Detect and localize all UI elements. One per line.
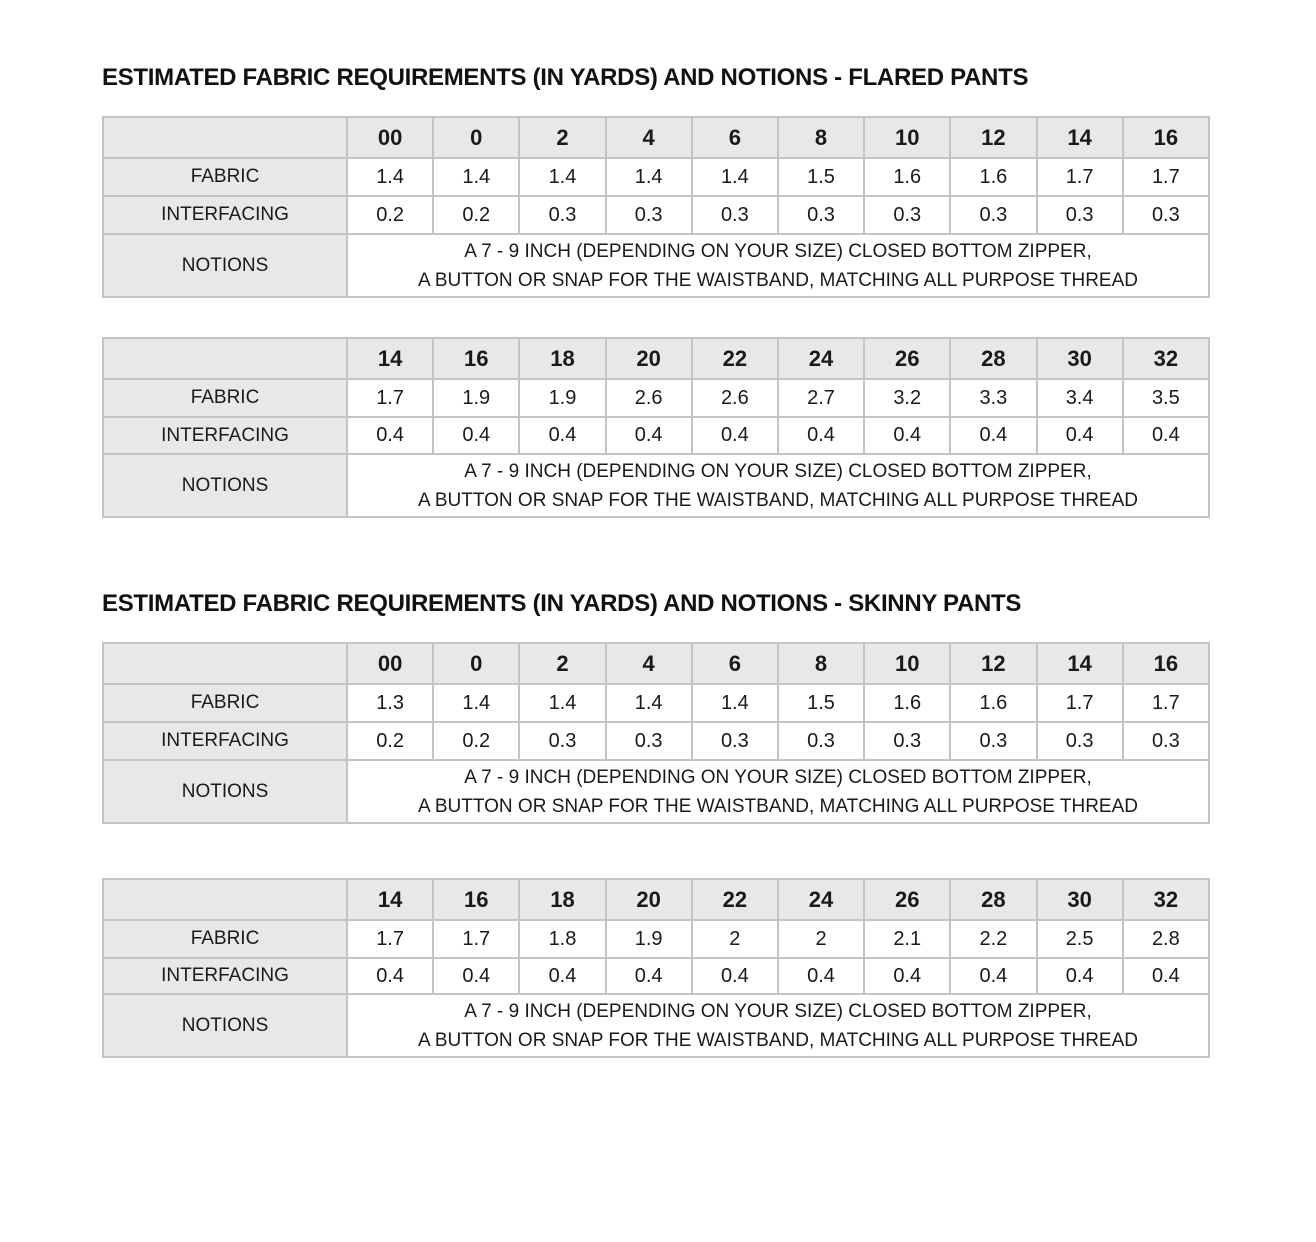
- size-header-cell: 28: [950, 338, 1036, 379]
- interfacing-cell: 0.4: [519, 958, 605, 994]
- interfacing-cell: 0.4: [950, 958, 1036, 994]
- fabric-cell: 2.7: [778, 379, 864, 417]
- interfacing-cell: 0.3: [1037, 196, 1123, 234]
- interfacing-cell: 0.3: [519, 722, 605, 760]
- size-header-cell: 32: [1123, 879, 1209, 920]
- fabric-cell: 1.4: [606, 684, 692, 722]
- fabric-label: FABRIC: [103, 684, 347, 722]
- interfacing-cell: 0.3: [1123, 196, 1209, 234]
- size-header-cell: 14: [347, 338, 433, 379]
- fabric-cell: 2.6: [692, 379, 778, 417]
- fabric-cell: 1.5: [778, 684, 864, 722]
- interfacing-cell: 0.2: [433, 722, 519, 760]
- fabric-cell: 1.5: [778, 158, 864, 196]
- size-header-cell: 18: [519, 879, 605, 920]
- fabric-cell: 1.4: [519, 684, 605, 722]
- size-header-cell: 30: [1037, 879, 1123, 920]
- interfacing-row: [103, 417, 1209, 454]
- interfacing-cell: 0.4: [692, 417, 778, 454]
- interfacing-cell: 0.4: [1123, 958, 1209, 994]
- fabric-cell: 1.9: [519, 379, 605, 417]
- size-header-row: [103, 338, 1209, 379]
- size-header-cell: 00: [347, 643, 433, 684]
- fabric-cell: 3.3: [950, 379, 1036, 417]
- size-header-cell: 6: [692, 643, 778, 684]
- fabric-cell: 1.6: [950, 684, 1036, 722]
- header-empty-cell: [103, 643, 347, 684]
- fabric-cell: 3.4: [1037, 379, 1123, 417]
- interfacing-cell: 0.3: [606, 722, 692, 760]
- interfacing-cell: 0.3: [778, 196, 864, 234]
- skinny-pants-title: ESTIMATED FABRIC REQUIREMENTS (IN YARDS) AND NOTIONS - SKINNY PANTS: [102, 590, 1022, 617]
- fabric-cell: 1.7: [1123, 158, 1209, 196]
- interfacing-cell: 0.4: [692, 958, 778, 994]
- size-header-cell: 22: [692, 338, 778, 379]
- size-header-cell: 24: [778, 338, 864, 379]
- interfacing-row: [103, 958, 1209, 994]
- fabric-cell: 1.4: [606, 158, 692, 196]
- notions-line: A 7 - 9 INCH (DEPENDING ON YOUR SIZE) CLOSED BOTTOM ZIPPER,: [464, 766, 1092, 788]
- size-header-cell: 0: [433, 643, 519, 684]
- notions-label: NOTIONS: [103, 234, 347, 297]
- size-header-cell: 0: [433, 117, 519, 158]
- interfacing-row: [103, 722, 1209, 760]
- interfacing-cell: 0.4: [347, 958, 433, 994]
- size-header-cell: 16: [433, 338, 519, 379]
- size-header-cell: 16: [433, 879, 519, 920]
- fabric-cell: 2.5: [1037, 920, 1123, 958]
- size-header-cell: 30: [1037, 338, 1123, 379]
- size-header-cell: 2: [519, 117, 605, 158]
- interfacing-cell: 0.4: [606, 417, 692, 454]
- size-header-cell: 4: [606, 117, 692, 158]
- interfacing-cell: 0.3: [950, 722, 1036, 760]
- fabric-cell: 1.7: [347, 379, 433, 417]
- header-empty-cell: [103, 879, 347, 920]
- fabric-cell: 1.8: [519, 920, 605, 958]
- fabric-cell: 3.2: [864, 379, 950, 417]
- size-header-cell: 8: [778, 117, 864, 158]
- flared-pants-table-2: [102, 337, 1210, 518]
- size-header-cell: 2: [519, 643, 605, 684]
- fabric-cell: 3.5: [1123, 379, 1209, 417]
- interfacing-cell: 0.3: [778, 722, 864, 760]
- notions-line: A BUTTON OR SNAP FOR THE WAISTBAND, MATCHING ALL PURPOSE THREAD: [417, 269, 1138, 291]
- interfacing-cell: 0.4: [1037, 958, 1123, 994]
- header-empty-cell: [103, 338, 347, 379]
- notions-row: [103, 234, 1209, 297]
- size-header-cell: 16: [1123, 643, 1209, 684]
- fabric-cell: 1.4: [347, 158, 433, 196]
- interfacing-cell: 0.3: [950, 196, 1036, 234]
- fabric-cell: 1.7: [433, 920, 519, 958]
- notions-line: A 7 - 9 INCH (DEPENDING ON YOUR SIZE) CLOSED BOTTOM ZIPPER,: [464, 460, 1092, 482]
- interfacing-row: [103, 196, 1209, 234]
- fabric-cell: 1.4: [692, 158, 778, 196]
- interfacing-cell: 0.4: [864, 417, 950, 454]
- fabric-cell: 2.6: [606, 379, 692, 417]
- notions-line: A 7 - 9 INCH (DEPENDING ON YOUR SIZE) CLOSED BOTTOM ZIPPER,: [464, 240, 1092, 262]
- interfacing-cell: 0.3: [864, 196, 950, 234]
- notions-line: A BUTTON OR SNAP FOR THE WAISTBAND, MATCHING ALL PURPOSE THREAD: [417, 795, 1138, 817]
- fabric-cell: 1.7: [347, 920, 433, 958]
- size-header-cell: 14: [1037, 643, 1123, 684]
- fabric-row: [103, 158, 1209, 196]
- size-header-cell: 20: [606, 879, 692, 920]
- size-header-cell: 00: [347, 117, 433, 158]
- fabric-label: FABRIC: [103, 158, 347, 196]
- fabric-cell: 2.8: [1123, 920, 1209, 958]
- interfacing-cell: 0.3: [606, 196, 692, 234]
- interfacing-cell: 0.4: [606, 958, 692, 994]
- interfacing-cell: 0.4: [778, 958, 864, 994]
- fabric-cell: 1.4: [433, 158, 519, 196]
- size-header-cell: 26: [864, 879, 950, 920]
- size-header-cell: 12: [950, 643, 1036, 684]
- fabric-cell: 1.4: [433, 684, 519, 722]
- fabric-cell: 1.4: [692, 684, 778, 722]
- fabric-cell: 2: [692, 920, 778, 958]
- interfacing-cell: 0.3: [864, 722, 950, 760]
- interfacing-cell: 0.4: [950, 417, 1036, 454]
- fabric-cell: 1.6: [864, 684, 950, 722]
- fabric-row: [103, 684, 1209, 722]
- interfacing-label: INTERFACING: [103, 196, 347, 234]
- size-header-row: [103, 117, 1209, 158]
- interfacing-cell: 0.3: [1123, 722, 1209, 760]
- interfacing-cell: 0.2: [347, 196, 433, 234]
- size-header-cell: 14: [347, 879, 433, 920]
- fabric-row: [103, 379, 1209, 417]
- skinny-pants-table-2: [102, 878, 1210, 1058]
- interfacing-cell: 0.2: [347, 722, 433, 760]
- notions-label: NOTIONS: [103, 760, 347, 823]
- size-header-cell: 18: [519, 338, 605, 379]
- notions-row: [103, 994, 1209, 1057]
- notions-label: NOTIONS: [103, 454, 347, 517]
- fabric-label: FABRIC: [103, 920, 347, 958]
- fabric-label: FABRIC: [103, 379, 347, 417]
- notions-line: A BUTTON OR SNAP FOR THE WAISTBAND, MATCHING ALL PURPOSE THREAD: [417, 489, 1138, 511]
- interfacing-cell: 0.4: [519, 417, 605, 454]
- interfacing-cell: 0.3: [1037, 722, 1123, 760]
- fabric-cell: 1.6: [950, 158, 1036, 196]
- interfacing-cell: 0.4: [433, 958, 519, 994]
- interfacing-cell: 0.3: [692, 722, 778, 760]
- notions-row: [103, 454, 1209, 517]
- size-header-cell: 10: [864, 117, 950, 158]
- flared-pants-title: ESTIMATED FABRIC REQUIREMENTS (IN YARDS) AND NOTIONS - FLARED PANTS: [102, 64, 1029, 91]
- size-header-row: [103, 879, 1209, 920]
- fabric-row: [103, 920, 1209, 958]
- fabric-cell: 1.7: [1123, 684, 1209, 722]
- notions-label: NOTIONS: [103, 994, 347, 1057]
- skinny-pants-table-1: [102, 642, 1210, 824]
- fabric-cell: 1.9: [606, 920, 692, 958]
- fabric-cell: 1.4: [519, 158, 605, 196]
- size-header-cell: 32: [1123, 338, 1209, 379]
- size-header-cell: 4: [606, 643, 692, 684]
- size-header-cell: 12: [950, 117, 1036, 158]
- fabric-cell: 1.9: [433, 379, 519, 417]
- fabric-cell: 2.1: [864, 920, 950, 958]
- notions-row: [103, 760, 1209, 823]
- interfacing-label: INTERFACING: [103, 417, 347, 454]
- interfacing-cell: 0.4: [433, 417, 519, 454]
- interfacing-cell: 0.4: [778, 417, 864, 454]
- fabric-cell: 1.7: [1037, 684, 1123, 722]
- size-header-cell: 22: [692, 879, 778, 920]
- interfacing-cell: 0.4: [864, 958, 950, 994]
- notions-cell: [347, 234, 1209, 297]
- fabric-cell: 1.3: [347, 684, 433, 722]
- size-header-cell: 16: [1123, 117, 1209, 158]
- fabric-cell: 2.2: [950, 920, 1036, 958]
- flared-pants-table-1: [102, 116, 1210, 298]
- interfacing-label: INTERFACING: [103, 722, 347, 760]
- size-header-cell: 14: [1037, 117, 1123, 158]
- interfacing-cell: 0.4: [1123, 417, 1209, 454]
- interfacing-cell: 0.2: [433, 196, 519, 234]
- notions-cell: [347, 994, 1209, 1057]
- size-header-cell: 10: [864, 643, 950, 684]
- interfacing-cell: 0.3: [692, 196, 778, 234]
- size-header-row: [103, 643, 1209, 684]
- size-header-cell: 24: [778, 879, 864, 920]
- header-empty-cell: [103, 117, 347, 158]
- size-header-cell: 28: [950, 879, 1036, 920]
- interfacing-label: INTERFACING: [103, 958, 347, 994]
- interfacing-cell: 0.4: [347, 417, 433, 454]
- notions-line: A BUTTON OR SNAP FOR THE WAISTBAND, MATCHING ALL PURPOSE THREAD: [417, 1029, 1138, 1051]
- notions-line: A 7 - 9 INCH (DEPENDING ON YOUR SIZE) CLOSED BOTTOM ZIPPER,: [464, 1000, 1092, 1022]
- interfacing-cell: 0.4: [1037, 417, 1123, 454]
- fabric-cell: 2: [778, 920, 864, 958]
- size-header-cell: 8: [778, 643, 864, 684]
- interfacing-cell: 0.3: [519, 196, 605, 234]
- fabric-cell: 1.6: [864, 158, 950, 196]
- size-header-cell: 6: [692, 117, 778, 158]
- notions-cell: [347, 454, 1209, 517]
- fabric-cell: 1.7: [1037, 158, 1123, 196]
- notions-cell: [347, 760, 1209, 823]
- size-header-cell: 20: [606, 338, 692, 379]
- size-header-cell: 26: [864, 338, 950, 379]
